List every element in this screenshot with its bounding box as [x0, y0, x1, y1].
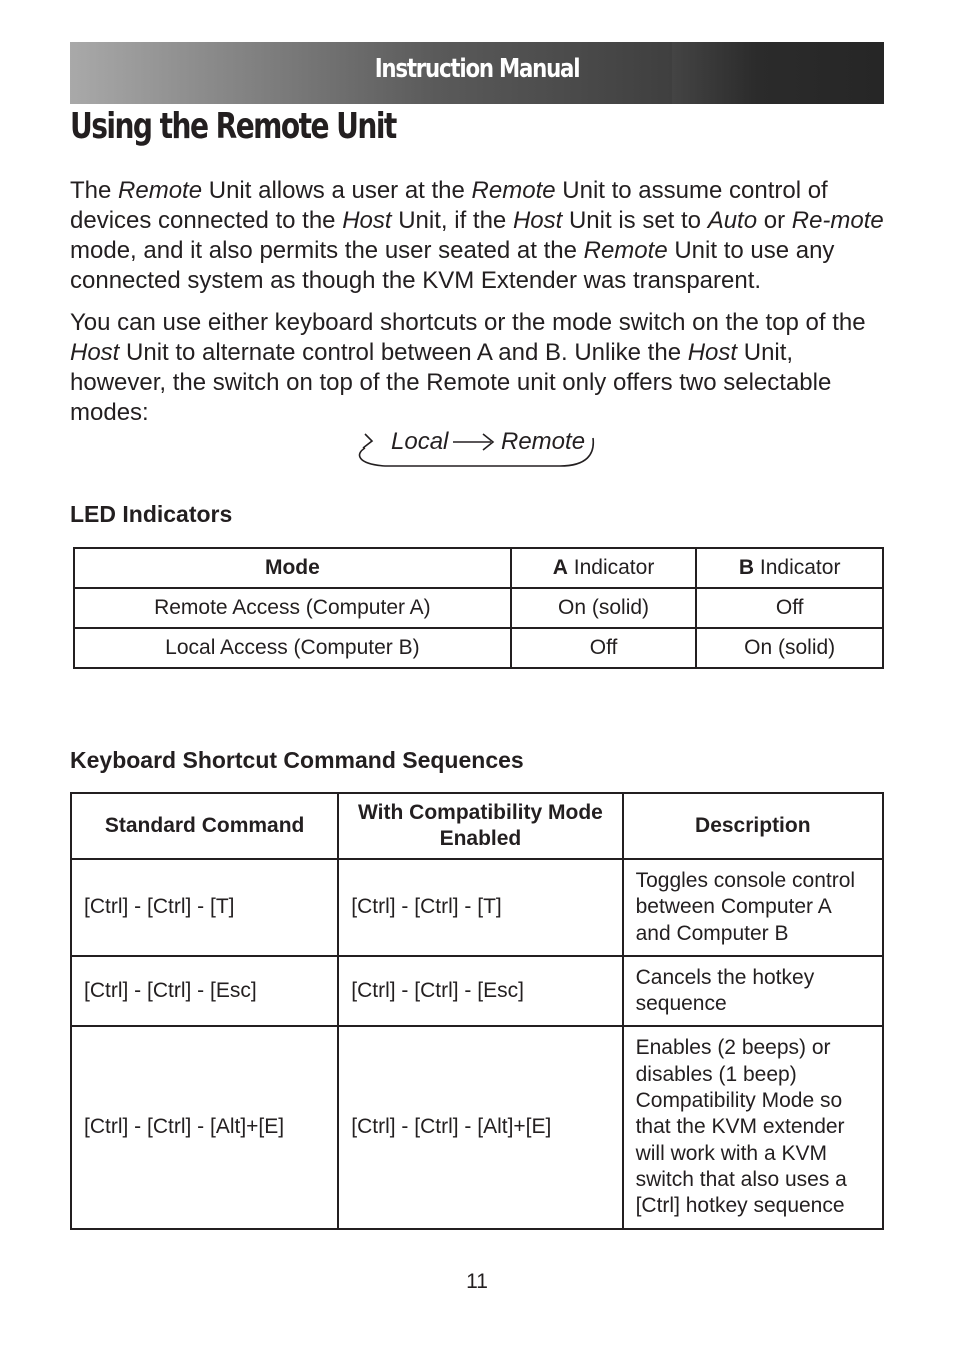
table-row — [71, 859, 883, 956]
led-table-header-row — [74, 548, 883, 588]
kb-cell-description: Cancels the hotkey sequence — [623, 956, 883, 1027]
intro-p1-text: The Remote Unit allows a user at the Remote Unit to assume control of devices connected to the Host Unit, if the Host Unit is set to Auto or Re-mote mode, and it also permits the user seated at the Remote Unit to use any connected system as though the KVM Extender was transparent. — [70, 177, 884, 294]
kb-header-compat: With Compatibility Mode Enabled — [338, 793, 622, 859]
keyboard-shortcuts-heading: Keyboard Shortcut Command Sequences — [70, 747, 524, 773]
led-cell-b: On (solid) — [696, 628, 883, 668]
kb-cell-description: Enables (2 beeps) or disables (1 beep) Compatibility Mode so that the KVM extender will work with a KVM switch that also uses a [Ctrl] hotkey sequence — [623, 1026, 883, 1228]
table-row — [74, 628, 883, 668]
kb-cell-standard: [Ctrl] - [Ctrl] - [Alt]+[E] — [71, 1026, 338, 1228]
mode-local-label: Local — [391, 428, 449, 455]
led-header-b — [696, 548, 883, 588]
kb-cell-standard: [Ctrl] - [Ctrl] - [Esc] — [71, 956, 338, 1027]
page-number: 11 — [466, 1270, 488, 1293]
led-cell-mode: Local Access (Computer B) — [74, 628, 511, 668]
table-row — [71, 956, 883, 1027]
led-header-b-letter: B — [738, 556, 755, 579]
led-header-a — [511, 548, 697, 588]
kb-header-description: Description — [623, 793, 883, 859]
led-header-a-text: Indicator — [567, 556, 655, 579]
led-cell-a: On (solid) — [511, 588, 697, 628]
header-bar — [70, 42, 884, 104]
kb-table-header-row — [71, 793, 883, 859]
kb-header-standard: Standard Command — [71, 793, 338, 859]
led-indicators-table — [73, 547, 884, 669]
kb-cell-description: Toggles console control between Computer A and Computer B — [623, 859, 883, 956]
led-indicators-heading: LED Indicators — [70, 501, 233, 527]
kb-cell-standard: [Ctrl] - [Ctrl] - [T] — [71, 859, 338, 956]
mode-switch-diagram — [355, 424, 600, 472]
header-title: Instruction Manual — [374, 54, 580, 84]
led-cell-mode: Remote Access (Computer A) — [74, 588, 511, 628]
table-row — [74, 588, 883, 628]
table-row — [71, 1026, 883, 1228]
intro-paragraph-1 — [70, 176, 884, 296]
keyboard-shortcuts-table — [70, 792, 884, 1230]
led-header-b-text: Indicator — [754, 556, 841, 579]
mode-remote-label: Remote — [501, 428, 586, 455]
intro-p2-text: You can use either keyboard shortcuts or the mode switch on the top of the Host Unit to alternate control between A and B. Unlike the Host Unit, however, the switch on top of the Remote unit only offers two selectable modes: — [70, 309, 866, 426]
page-title: Using the Remote Unit — [70, 106, 396, 147]
kb-cell-compat: [Ctrl] - [Ctrl] - [Alt]+[E] — [338, 1026, 622, 1228]
kb-cell-compat: [Ctrl] - [Ctrl] - [T] — [338, 859, 622, 956]
kb-cell-compat: [Ctrl] - [Ctrl] - [Esc] — [338, 956, 622, 1027]
led-cell-a: Off — [511, 628, 697, 668]
led-header-mode: Mode — [74, 548, 511, 588]
led-header-a-letter: A — [552, 556, 568, 579]
led-cell-b: Off — [696, 588, 883, 628]
intro-paragraph-2 — [70, 308, 884, 428]
